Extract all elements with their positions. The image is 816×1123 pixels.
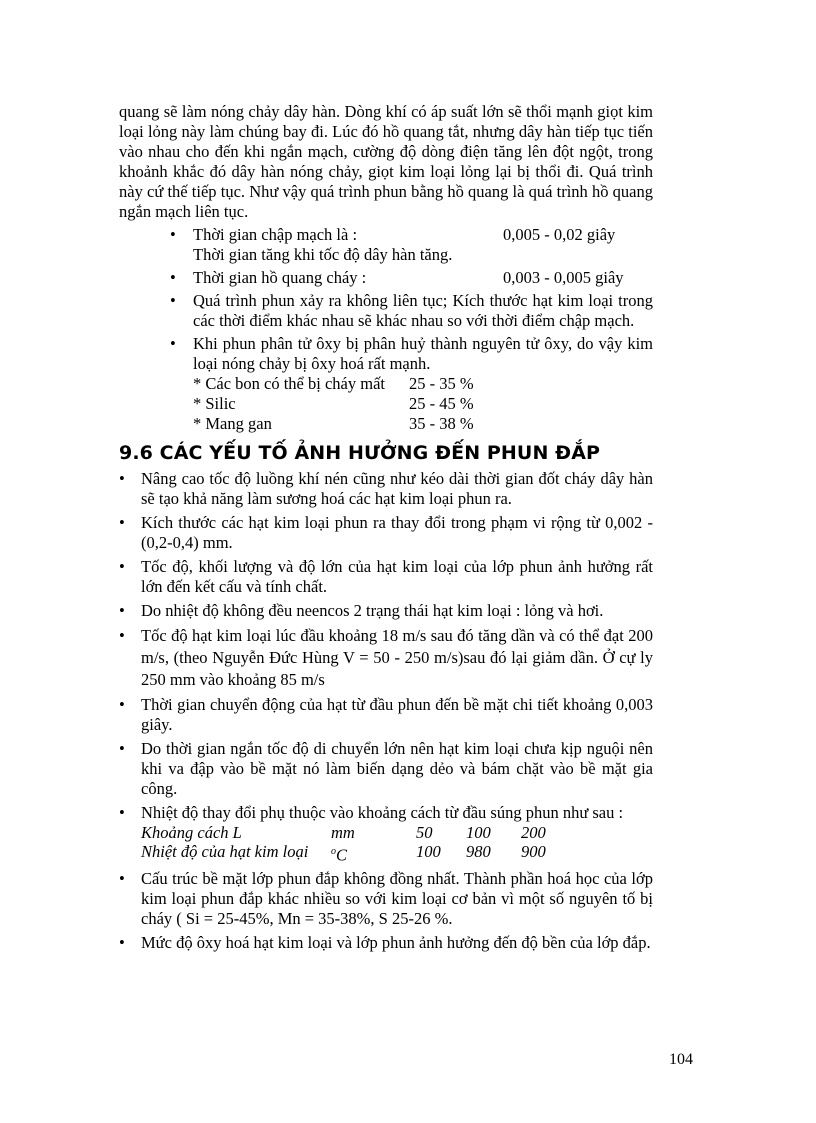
list-item-text: Cấu trúc bề mặt lớp phun đắp không đồng nhất. Thành phần hoá học của lớp kim loại phun đắp khác nhiều so với kim loại cơ bản vì một số nguyên tố bị cháy ( Si = 25-45%, Mn = 35-38%, S 25-26 %.	[141, 868, 653, 928]
table-cell: 100	[416, 842, 441, 861]
bullet-icon: •	[170, 334, 176, 353]
list-item-text: Do nhiệt độ không đều neencos 2 trạng thái hạt kim loại : lỏng và hơi.	[141, 601, 604, 620]
table-row	[141, 823, 653, 842]
bullet-icon: •	[119, 513, 125, 532]
bullet-icon: •	[170, 268, 176, 287]
degree-superscript: o	[331, 846, 336, 857]
table-cell: 200	[521, 823, 546, 842]
bullet-short-circuit-time	[119, 225, 653, 265]
list-item	[119, 739, 653, 799]
short-circuit-label: Thời gian chập mạch là :	[193, 225, 358, 244]
list-item	[119, 625, 653, 691]
list-item-text: Thời gian chuyển động của hạt từ đầu phun đến bề mặt chi tiết khoảng 0,003 giây.	[141, 695, 653, 734]
bullet-icon: •	[170, 291, 176, 310]
arc-time-label: Thời gian hồ quang cháy :	[193, 268, 367, 287]
list-item	[119, 695, 653, 735]
oxidation-sub-item	[193, 414, 653, 434]
table-cell-unit: mm	[331, 823, 355, 842]
list-item	[119, 557, 653, 597]
short-circuit-note: Thời gian tăng khi tốc độ dây hàn tăng.	[193, 245, 453, 264]
list-item	[119, 869, 653, 929]
sub-label: * Silic	[193, 394, 236, 413]
short-circuit-value: 0,005 - 0,02 giây	[503, 225, 616, 244]
unit-text: C	[336, 845, 348, 865]
process-bullet-list	[119, 225, 653, 434]
factors-bullet-list	[119, 469, 653, 953]
sub-value: 35 - 38 %	[409, 414, 474, 433]
table-cell: 980	[466, 842, 491, 861]
page-number: 104	[669, 1051, 693, 1068]
sub-label: * Mang gan	[193, 414, 272, 433]
table-cell: 900	[521, 842, 546, 861]
oxidation-sub-item	[193, 394, 653, 414]
table-cell-label: Khoảng cách L	[141, 823, 242, 842]
list-item-text: Tốc độ, khối lượng và độ lớn của hạt kim loại của lớp phun ảnh hưởng rất lớn đến kết cấu và tính chất.	[141, 557, 653, 596]
list-item	[119, 601, 653, 621]
list-item-text: Nâng cao tốc độ luồng khí nén cũng như kéo dài thời gian đốt cháy dây hàn sẽ tạo khả năng làm sương hoá các hạt kim loại phun ra.	[141, 469, 653, 508]
list-item-text: Do thời gian ngắn tốc độ di chuyển lớn nên hạt kim loại chưa kịp nguội nên khi va đập vào bề mặt nó làm biến dạng dẻo và bám chặt vào bề mặt gia công.	[141, 739, 653, 798]
bullet-icon: •	[119, 803, 125, 822]
list-item-text: Mức độ ôxy hoá hạt kim loại và lớp phun ảnh hưởng đến độ bền của lớp đắp.	[141, 932, 651, 952]
table-cell-label: Nhiệt độ của hạt kim loại	[141, 842, 309, 861]
table-cell: 50	[416, 823, 433, 842]
list-item	[119, 933, 653, 953]
list-item-text: Tốc độ hạt kim loại lúc đầu khoảng 18 m/s sau đó tăng dần và có thể đạt 200 m/s, (theo Nguyễn Đức Hùng V = 50 - 250 m/s)sau đó lại giảm dần. Ở cự ly 250 mm vào khoảng 85 m/s	[141, 626, 653, 689]
list-item	[119, 513, 653, 553]
discontinuous-text: Quá trình phun xảy ra không liên tục; Kích thước hạt kim loại trong các thời điểm khác nhau sẽ khác nhau so với thời điểm chập mạch.	[193, 291, 653, 330]
bullet-icon: •	[119, 739, 125, 758]
bullet-icon: •	[119, 868, 125, 888]
bullet-discontinuous	[119, 291, 653, 331]
sub-label: * Các bon có thể bị cháy mất	[193, 374, 385, 393]
page-content	[119, 102, 653, 953]
list-item-text: Kích thước các hạt kim loại phun ra thay đổi trong phạm vi rộng từ 0,002 - (0,2-0,4) mm.	[141, 513, 653, 552]
list-item	[119, 803, 653, 865]
bullet-icon: •	[119, 695, 125, 714]
sub-value: 25 - 35 %	[409, 374, 474, 393]
list-item-text: Nhiệt độ thay đổi phụ thuộc vào khoảng cách từ đầu súng phun như sau :	[141, 803, 624, 822]
bullet-icon: •	[119, 626, 125, 645]
list-item	[119, 469, 653, 509]
bullet-arc-time	[119, 268, 653, 288]
bullet-icon: •	[119, 601, 125, 620]
bullet-oxidation	[119, 334, 653, 434]
bullet-icon: •	[119, 469, 125, 488]
sub-value: 25 - 45 %	[409, 394, 474, 413]
table-cell: 100	[466, 823, 491, 842]
oxidation-sub-item	[193, 374, 653, 394]
temperature-table	[141, 823, 653, 865]
table-cell-unit	[331, 842, 416, 865]
bullet-icon: •	[119, 557, 125, 576]
oxidation-text: Khi phun phân tử ôxy bị phân huỷ thành nguyên tử ôxy, do vậy kim loại nóng chảy bị ôxy hoá rất mạnh.	[193, 334, 653, 373]
section-heading: 9.6 CÁC YẾU TỐ ẢNH HƯỞNG ĐẾN PHUN ĐẮP	[119, 442, 601, 464]
arc-time-value: 0,003 - 0,005 giây	[503, 268, 624, 287]
intro-paragraph: quang sẽ làm nóng chảy dây hàn. Dòng khí có áp suất lớn sẽ thổi mạnh giọt kim loại lỏng này làm chúng bay đi. Lúc đó hồ quang tắt, nhưng dây hàn tiếp tục tiến vào nhau cho đến khi ngắn mạch, cường độ dòng điện tăng lên đột ngột, trong khoảnh khắc đó dây hàn nóng chảy, giọt kim loại lỏng lại bị thổi đi. Quá trình này cứ thế tiếp tục. Như vậy quá trình phun bằng hồ quang là quá trình hồ quang ngắn mạch liên tục.	[119, 102, 653, 221]
bullet-icon: •	[119, 932, 125, 952]
bullet-icon: •	[170, 225, 176, 244]
table-row	[141, 842, 653, 865]
